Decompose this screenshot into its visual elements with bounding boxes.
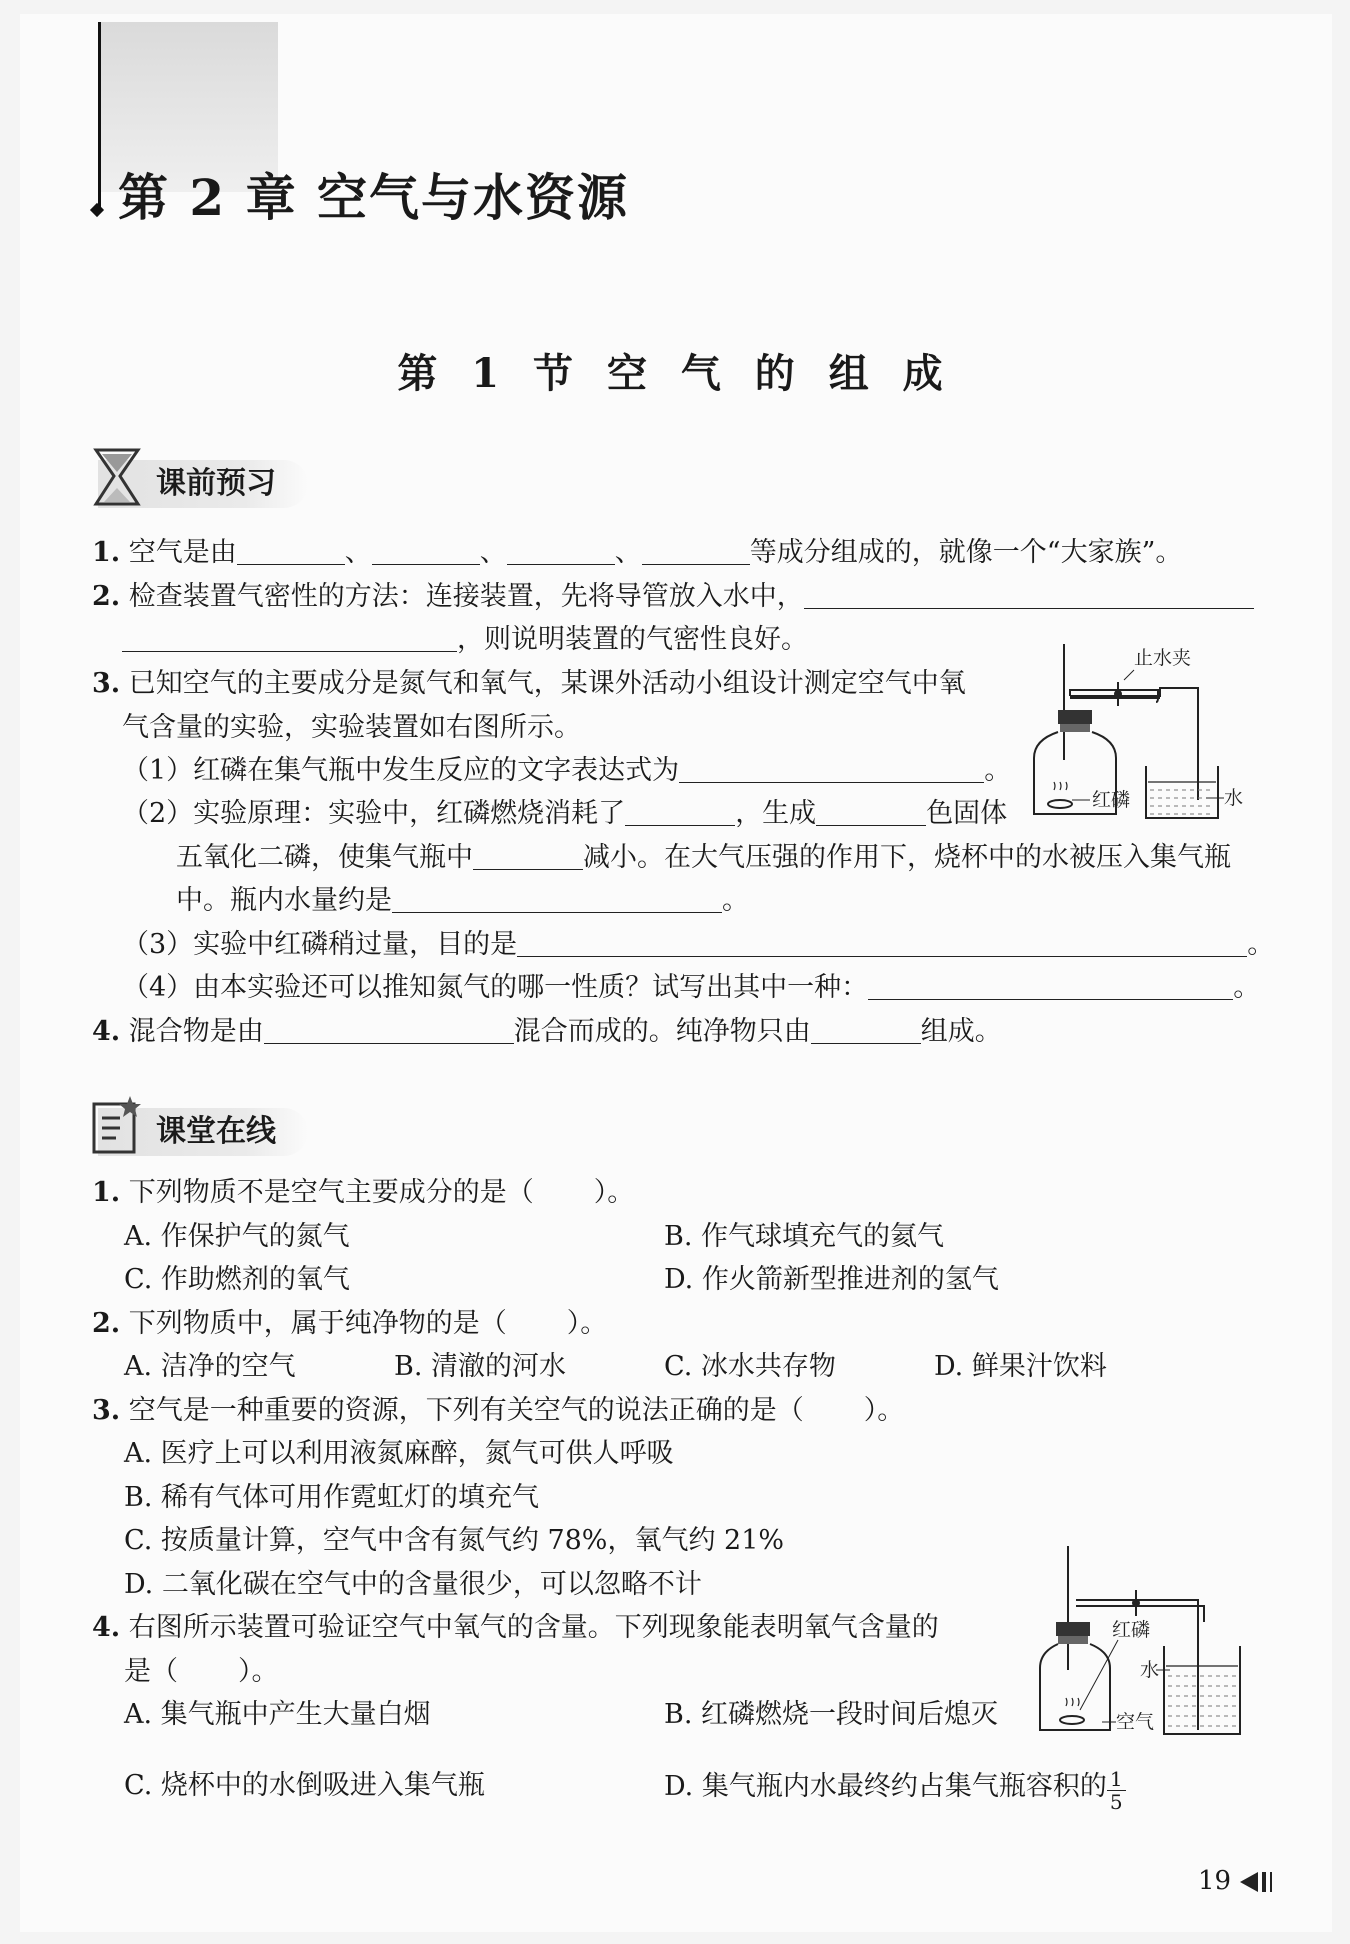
text: 。	[722, 885, 749, 916]
text: 。	[1247, 929, 1275, 960]
option-a[interactable]: A. 作保护气的氮气	[124, 1221, 350, 1252]
preview-q4	[92, 1014, 1002, 1050]
phosphorus-label: 红磷	[1112, 1619, 1151, 1641]
hourglass-icon	[90, 446, 144, 510]
option-c[interactable]: C. 作助燃剂的氧气	[124, 1264, 350, 1295]
text: 。	[984, 755, 1012, 786]
q-num: 3.	[92, 668, 121, 699]
q-num: 2.	[92, 1308, 121, 1339]
answer-blank[interactable]	[392, 886, 722, 913]
text: 是（	[124, 1656, 178, 1687]
air-label: 空气	[1116, 1711, 1155, 1733]
online-banner	[98, 1108, 308, 1156]
answer-blank[interactable]	[264, 1017, 514, 1044]
text: 、	[614, 537, 642, 568]
option-d[interactable]: D. 鲜果汁饮料	[934, 1351, 1107, 1382]
answer-blank[interactable]	[517, 930, 1247, 957]
answer-blank[interactable]	[507, 538, 615, 565]
preview-q3-s1	[122, 753, 1011, 789]
text: 已知空气的主要成分是氮气和氧气，某课外活动小组设计测定空气中氧	[128, 668, 966, 699]
text: 下列物质中，属于纯净物的是（	[128, 1308, 507, 1339]
text: ）。	[238, 1656, 279, 1687]
option-b[interactable]: B. 红磷燃烧一段时间后熄灭	[664, 1699, 999, 1730]
page-marker-icon	[1238, 1870, 1278, 1894]
text: 气含量的实验，实验装置如右图所示。	[122, 712, 581, 743]
text: 右图所示装置可验证空气中氧气的含量。下列现象能表明氧气含量的	[128, 1612, 939, 1643]
q-num: 4.	[92, 1016, 121, 1047]
option-a[interactable]: A. 洁净的空气	[124, 1351, 296, 1382]
text: ，则说明装置的气密性良好。	[457, 624, 808, 655]
text: （1）红磷在集气瓶中发生反应的文字表达式为	[122, 755, 680, 786]
option-b[interactable]: B. 清澈的河水	[394, 1351, 567, 1382]
notebook-star-icon	[90, 1094, 144, 1158]
text: 组成。	[920, 1016, 1002, 1047]
text: （4）由本实验还可以推知氮气的哪一性质？试写出其中一种：	[122, 972, 869, 1003]
option-a[interactable]: A. 医疗上可以利用液氮麻醉，氮气可供人呼吸	[124, 1438, 674, 1469]
text: 空气是由	[128, 537, 237, 568]
water-label: 水	[1140, 1659, 1160, 1681]
option-b[interactable]: B. 作气球填充气的氦气	[664, 1221, 945, 1252]
page-number: 19	[1198, 1866, 1232, 1896]
answer-blank[interactable]	[372, 538, 480, 565]
text: 检查装置气密性的方法：连接装置，先将导管放入水中，	[128, 581, 804, 612]
online-heading: 课堂在线	[156, 1114, 276, 1149]
chapter-title: 第 2 章 空气与水资源	[118, 168, 630, 227]
q-num: 1.	[92, 537, 121, 568]
phosphorus-label: 红磷	[1092, 789, 1131, 811]
preview-q3-s2-line3	[176, 883, 749, 919]
q-num: 4.	[92, 1612, 121, 1643]
preview-q3-s2	[122, 796, 1007, 832]
q-num: 3.	[92, 1395, 121, 1426]
answer-blank[interactable]	[816, 799, 926, 826]
answer-blank[interactable]	[679, 756, 984, 783]
preview-q3-s4	[122, 970, 1260, 1006]
preview-q1	[92, 535, 1182, 571]
text: 混合物是由	[128, 1016, 264, 1047]
answer-blank[interactable]	[473, 843, 583, 870]
q-num: 1.	[92, 1177, 121, 1208]
apparatus-figure-2	[1032, 1542, 1256, 1740]
option-d[interactable]: D. 作火箭新型推进剂的氢气	[664, 1264, 999, 1295]
fraction-denominator: 5	[1109, 1790, 1123, 1814]
text: 五氧化二磷，使集气瓶中	[176, 842, 473, 873]
text: 色固体	[926, 798, 1008, 829]
online-q2	[92, 1306, 607, 1342]
text: ）。	[566, 1308, 608, 1339]
fraction-numerator: 1	[1107, 1768, 1126, 1791]
preview-banner	[98, 460, 308, 508]
option-c[interactable]: C. 按质量计算，空气中含有氮气约 78%，氧气约 21%	[124, 1525, 785, 1556]
q-num: 2.	[92, 581, 121, 612]
text: 减小。在大气压强的作用下，烧杯中的水被压入集气瓶	[583, 842, 1231, 873]
answer-blank[interactable]	[642, 538, 750, 565]
section-title: 第 1 节 空 气 的 组 成	[397, 350, 953, 397]
text: 。	[1233, 972, 1261, 1003]
option-c[interactable]: C. 烧杯中的水倒吸进入集气瓶	[124, 1770, 485, 1801]
text: ，生成	[735, 798, 817, 829]
preview-q2-line2	[122, 622, 808, 658]
apparatus-figure-1	[1010, 640, 1250, 830]
answer-blank[interactable]	[868, 973, 1233, 1000]
option-c[interactable]: C. 冰水共存物	[664, 1351, 836, 1382]
option-a[interactable]: A. 集气瓶中产生大量白烟	[124, 1699, 431, 1730]
preview-q3-s2-line2	[176, 840, 1231, 876]
online-q1	[92, 1175, 634, 1211]
answer-blank[interactable]	[625, 799, 735, 826]
text: 中。瓶内水量约是	[176, 885, 392, 916]
text: 、	[344, 537, 372, 568]
chapter-rule	[98, 22, 101, 210]
online-q4-line2	[124, 1654, 279, 1690]
text: （2）实验原理：实验中，红磷燃烧消耗了	[122, 798, 626, 829]
text: 下列物质不是空气主要成分的是（	[128, 1177, 534, 1208]
preview-q2	[92, 579, 1254, 615]
option-d[interactable]	[664, 1768, 1126, 1813]
online-q3	[92, 1393, 904, 1429]
fraction	[1107, 1768, 1126, 1813]
preview-heading: 课前预习	[156, 466, 276, 501]
water-label: 水	[1224, 787, 1244, 809]
option-b[interactable]: B. 稀有气体可用作霓虹灯的填充气	[124, 1482, 540, 1513]
text: 空气是一种重要的资源，下列有关空气的说法正确的是（	[128, 1395, 804, 1426]
online-q4	[92, 1610, 939, 1646]
text: （3）实验中红磷稍过量，目的是	[122, 929, 518, 960]
text: ）。	[863, 1395, 905, 1426]
text: ）。	[593, 1177, 635, 1208]
preview-q3	[92, 666, 966, 702]
text: 混合而成的。纯净物只由	[513, 1016, 811, 1047]
answer-blank[interactable]	[122, 625, 457, 652]
option-d[interactable]: D. 二氧化碳在空气中的含量很少，可以忽略不计	[124, 1569, 702, 1600]
text: D. 集气瓶内水最终约占集气瓶容积的	[664, 1771, 1107, 1802]
clamp-label: 止水夹	[1134, 647, 1192, 669]
text: 等成分组成的，就像一个“大家族”。	[749, 537, 1183, 568]
preview-q3-s3	[122, 927, 1274, 963]
answer-blank[interactable]	[237, 538, 345, 565]
answer-blank[interactable]	[811, 1017, 921, 1044]
answer-blank[interactable]	[804, 582, 1254, 609]
text: 、	[479, 537, 507, 568]
